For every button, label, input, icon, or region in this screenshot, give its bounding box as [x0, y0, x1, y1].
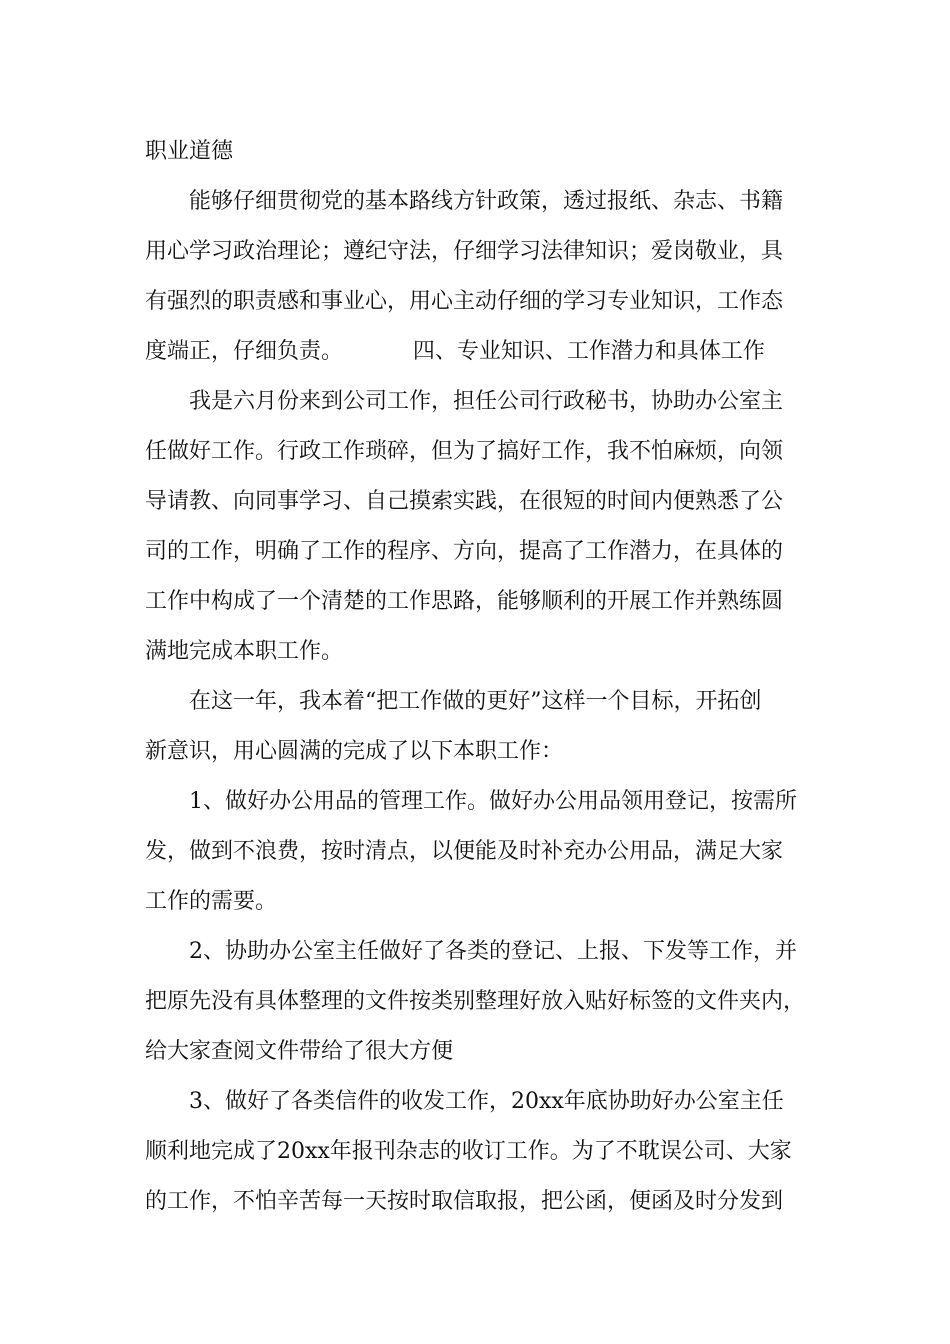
- text-line: 司的工作，明确了工作的程序、方向，提高了工作潜力，在具体的: [145, 539, 784, 564]
- text-line: 2、协助办公室主任做好了各类的登记、上报、下发等工作，并: [189, 939, 797, 964]
- text-line: 在这一年，我本着“把工作做的更好”这样一个目标，开拓创: [189, 689, 762, 714]
- text-line: 3、做好了各类信件的收发工作，20xx年底协助好办公室主任: [189, 1089, 784, 1114]
- text-line: 度端正，仔细负责。 四、专业知识、工作潜力和具体工作: [145, 339, 765, 364]
- text-line: 顺利地完成了20xx年报刊杂志的收订工作。为了不耽误公司、大家: [145, 1139, 792, 1164]
- text-line: 的工作，不怕辛苦每一天按时取信取报，把公函，便函及时分发到: [145, 1189, 784, 1214]
- text-line: 1、做好办公用品的管理工作。做好办公用品领用登记，按需所: [189, 789, 797, 814]
- text-line: 新意识，用心圆满的完成了以下本职工作：: [145, 739, 564, 764]
- text-line: 导请教、向同事学习、自己摸索实践，在很短的时间内便熟悉了公: [145, 489, 784, 514]
- text-line: 能够仔细贯彻党的基本路线方针政策，透过报纸、杂志、书籍: [189, 189, 784, 214]
- text-line: 用心学习政治理论；遵纪守法，仔细学习法律知识；爱岗敬业，具: [145, 239, 784, 264]
- text-line: 职业道德: [145, 139, 234, 164]
- text-line: 发，做到不浪费，按时清点，以便能及时补充办公用品，满足大家: [145, 839, 784, 864]
- text-line: 我是六月份来到公司工作，担任公司行政秘书，协助办公室主: [189, 389, 784, 414]
- text-line: 任做好工作。行政工作琐碎，但为了搞好工作，我不怕麻烦，向领: [145, 439, 784, 464]
- text-line: 工作中构成了一个清楚的工作思路，能够顺利的开展工作并熟练圆: [145, 589, 784, 614]
- text-line: 把原先没有具体整理的文件按类别整理好放入贴好标签的文件夹内，: [145, 989, 806, 1014]
- text-line: 满地完成本职工作。: [145, 639, 344, 664]
- text-line: 有强烈的职责感和事业心，用心主动仔细的学习专业知识，工作态: [145, 289, 784, 314]
- text-line: 给大家查阅文件带给了很大方便: [145, 1039, 454, 1064]
- text-line: 工作的需要。: [145, 889, 278, 914]
